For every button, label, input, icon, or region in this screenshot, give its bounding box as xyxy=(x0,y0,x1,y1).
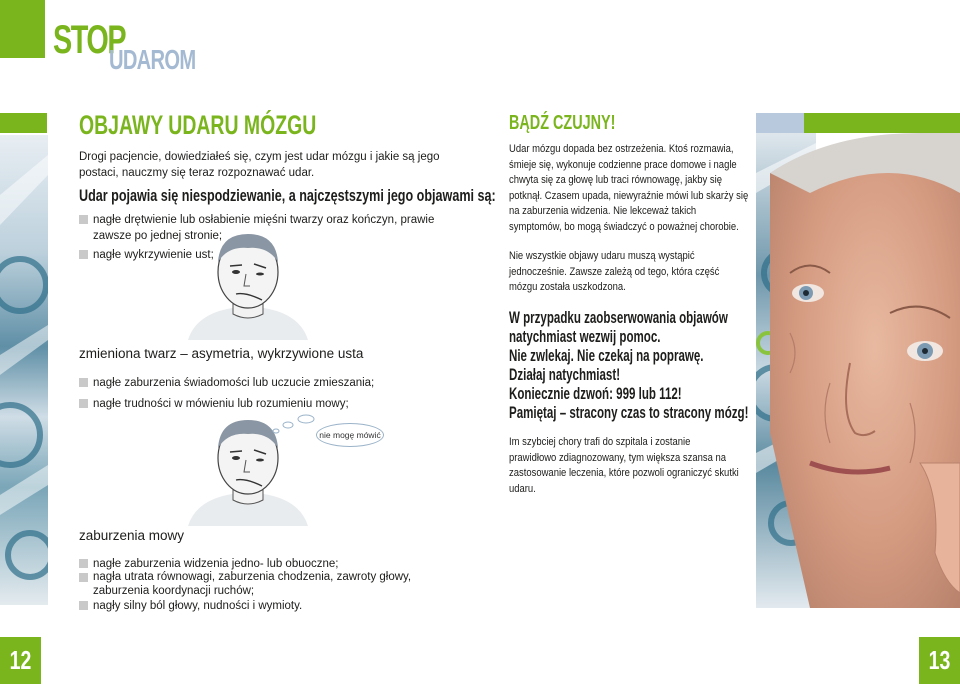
header-green-block xyxy=(0,0,45,58)
callout-line: Nie zwlekaj. Nie czekaj na poprawę. xyxy=(509,347,704,365)
callout-line: Pamiętaj – stracony czas to stracony mózg! xyxy=(509,404,749,422)
page-number-right xyxy=(919,637,960,684)
left-gears-image xyxy=(0,135,48,605)
page-number-left xyxy=(0,637,41,684)
bullet-a-1: nagłe drętwienie lub osłabienie mięśni twarzy oraz kończyn, prawie zawsze po jednej stronie; xyxy=(93,214,435,242)
bullet-marker xyxy=(79,250,88,259)
bullet-marker xyxy=(79,601,88,610)
bullet-b-2: nagłe trudności w mówieniu lub rozumieniu mowy; xyxy=(93,398,349,410)
caption-speech-disorder: zaburzenia mowy xyxy=(79,528,185,543)
speech-bubble xyxy=(316,423,384,447)
page-number-right-text: 13 xyxy=(928,645,951,675)
callout-line: Działaj natychmiast! xyxy=(509,366,621,384)
callout-line: W przypadku zaobserwowania objawów xyxy=(509,309,728,327)
bullet-b-1: nagłe zaburzenia świadomości lub uczucie zmieszania; xyxy=(93,377,375,389)
header-stop: STOP xyxy=(53,18,126,62)
elderly-woman-photo xyxy=(770,133,960,608)
callout-line: natychmiast wezwij pomoc. xyxy=(509,328,661,346)
right-green-bar xyxy=(804,113,960,133)
callout-line: Koniecznie dzwoń: 999 lub 112! xyxy=(509,385,682,403)
header-udarom: UDAROM xyxy=(109,44,196,75)
bullet-marker xyxy=(79,378,88,387)
right-para2: Nie wszystkie objawy udaru muszą wystąpić jednocześnie. Zawsze zależą od tego, która część mózgu została uszkodzona. xyxy=(509,250,720,293)
right-top-blue-tab xyxy=(756,113,804,133)
bullet-a-2: nagłe wykrzywienie ust; xyxy=(93,249,214,261)
speech-bubble-text: nie mogę mówić xyxy=(319,430,381,440)
left-green-bar xyxy=(0,113,47,133)
right-title: BĄDŹ CZUJNY! xyxy=(509,112,616,134)
left-title: OBJAWY UDARU MÓZGU xyxy=(79,110,317,140)
right-para3: Im szybciej chory trafi do szpitala i zostanie prawidłowo zdiagnozowany, tym większa szansa na zastosowanie leczenia, które pozwoli ograniczyć skutki udaru. xyxy=(509,436,739,495)
right-para1: Udar mózgu dopada bez ostrzeżenia. Ktoś rozmawia, śmieje się, wykonuje codzienne prace domowe i nagle chwyta się za głowę lub traci równowagę, jakby się potknął. Czasem upada, niewyraźnie mówi lub skarży się na zaburzenia widzenia. Nie lekceważ takich symptomów, bo mogą świadczyć o poważnej chorobie. xyxy=(509,143,749,233)
bullet-c-1: nagłe zaburzenia widzenia jedno- lub obuoczne; xyxy=(93,558,339,570)
page-number-left-text: 12 xyxy=(9,645,32,675)
bullet-marker xyxy=(79,399,88,408)
bullet-c-3: nagły silny ból głowy, nudności i wymioty. xyxy=(93,600,303,612)
bullet-marker xyxy=(79,573,88,582)
bullet-marker xyxy=(79,559,88,568)
bullet-marker xyxy=(79,215,88,224)
bullet-c-2: nagła utrata równowagi, zaburzenia chodzenia, zawroty głowy, zaburzenia koordynacji ruchów; xyxy=(93,571,412,597)
left-intro: Drogi pacjencie, dowiedziałeś się, czym jest udar mózgu i jakie są jego postaci, nauczmy się teraz rozpoznawać udar. xyxy=(79,151,440,179)
caption-asymmetric-face: zmieniona twarz – asymetria, wykrzywione usta xyxy=(79,346,364,361)
asymmetric-face-illustration xyxy=(188,228,308,340)
left-subheading: Udar pojawia się niespodziewanie, a najczęstszymi jego objawami są: xyxy=(79,186,496,205)
